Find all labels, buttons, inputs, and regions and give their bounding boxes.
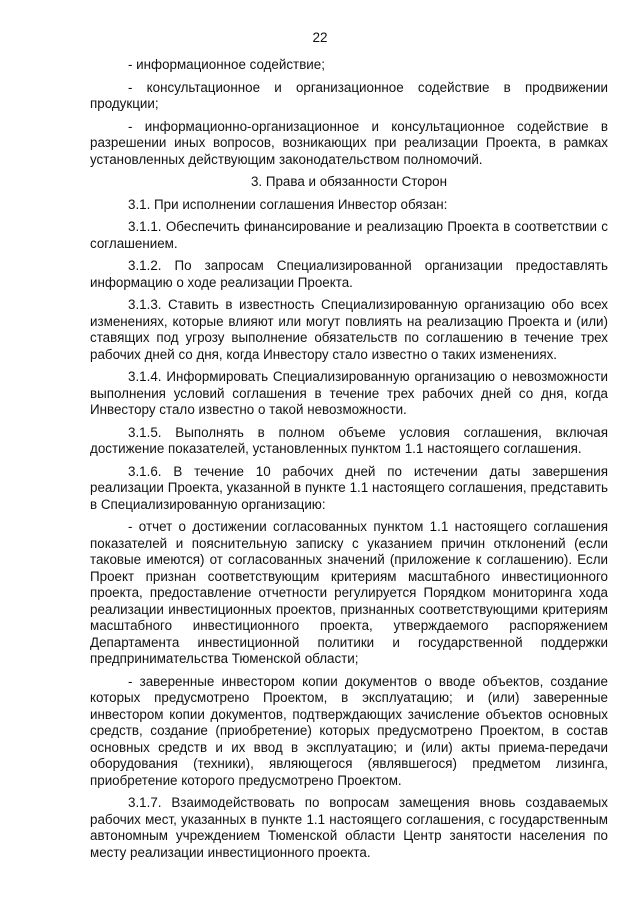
paragraph-report-item: - отчет о достижении согласованных пунктом 1.1 настоящего соглашения показателей и пояснительную записку с указанием причин отклонений (если таковые имеются) от согласованных значений (приложение к соглашению). Если Проект признан соответствующим критериям масштабного инвестиционного проекта, предоставление отчетности регулируется Порядком мониторинга хода реализации инвестиционных проектов, признанных соответствующими критериям масштабного инвестиционного проекта, утверждаемого распоряжением Департамента инвестиционной политики и государственной поддержки предпринимательства Тюменской области; bbox=[90, 519, 608, 666]
page-number: 22 bbox=[312, 30, 328, 45]
paragraph-3-1-3: 3.1.3. Ставить в известность Специализированную организацию обо всех изменениях, которые влияют или могут повлиять на реализацию Проекта и (или) ставящих под угрозу выполнение обязательств по соглашению в течение трех рабочих дней со дня, когда Инвестору стало известно о таких изменениях. bbox=[90, 297, 608, 362]
paragraph-3-1-1: 3.1.1. Обеспечить финансирование и реализацию Проекта в соответствии с соглашением. bbox=[90, 219, 608, 251]
paragraph-organizational-support: - информационно-организационное и консультационное содействие в разрешении иных вопросов, возникающих при реализации Проекта, в рамках установленных действующим законодательством полномочий. bbox=[90, 118, 608, 167]
paragraph-3-1: 3.1. При исполнении соглашения Инвестор обязан: bbox=[128, 196, 448, 212]
paragraph-3-1-2: 3.1.2. По запросам Специализированной организации предоставлять информацию о ходе реализации Проекта. bbox=[90, 258, 608, 290]
paragraph-3-1-5: 3.1.5. Выполнять в полном объеме условия соглашения, включая достижение показателей, установленных пунктом 1.1 настоящего соглашения. bbox=[90, 424, 608, 456]
paragraph-info-support: - информационное содействие; bbox=[128, 57, 325, 72]
paragraph-3-1-6: 3.1.6. В течение 10 рабочих дней по истечении даты завершения реализации Проекта, указанной в пункте 1.1 настоящего соглашения, представить в Специализированную организацию: bbox=[90, 463, 608, 512]
paragraph-documents-item: - заверенные инвестором копии документов о вводе объектов, создание которых предусмотрено Проектом, в эксплуатацию; и (или) заверенные инвестором копии документов, подтверждающих зачисление объектов основных средств, создание (приобретение) которых предусмотрено Проектом, в состав основных средств и их ввод в эксплуатацию; и (или) акты приема-передачи оборудования (техники), являющегося (являвшегося) предметом лизинга, приобретение которого предусмотрено Проектом. bbox=[90, 673, 608, 788]
paragraph-3-1-7: 3.1.7. Взаимодействовать по вопросам замещения вновь создаваемых рабочих мест, указанных в пункте 1.1 настоящего соглашения, с государственным автономным учреждением Тюменской области Центр занятости населения по месту реализации инвестиционного проекта. bbox=[90, 795, 608, 860]
section-heading: 3. Права и обязанности Сторон bbox=[250, 174, 448, 189]
paragraph-3-1-4: 3.1.4. Информировать Специализированную организацию о невозможности выполнения условий соглашения в течение трех рабочих дней со дня, когда Инвестору стало известно о такой невозможности. bbox=[90, 369, 608, 417]
paragraph-consulting-support: - консультационное и организационное содействие в продвижении продукции; bbox=[90, 79, 608, 111]
document-body bbox=[90, 57, 608, 867]
